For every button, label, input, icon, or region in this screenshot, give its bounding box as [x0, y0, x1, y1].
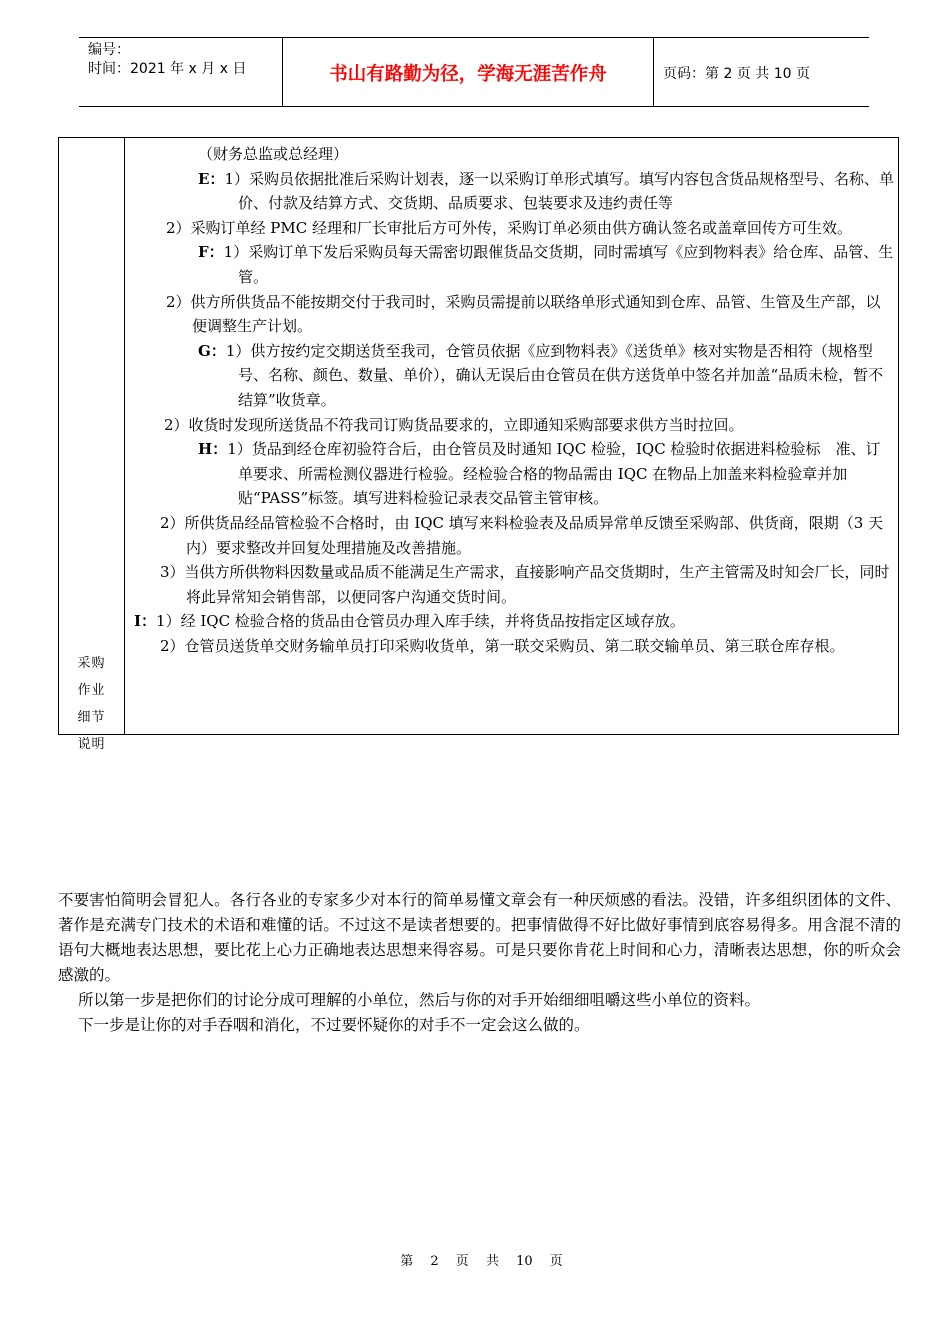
header-divider — [653, 38, 654, 106]
footer-text: 页 — [549, 1254, 563, 1269]
row-label-line: 采购 — [77, 656, 106, 671]
footer-current-page: 2 — [430, 1254, 439, 1269]
footer-total-pages: 10 — [516, 1254, 533, 1269]
article-paragraph: 下一步是让你的对手吞咽和消化，不过要怀疑你的对手不一定会这么做的。 — [78, 1016, 590, 1034]
row-label-line: 说明 — [77, 737, 106, 752]
footer-text: 共 — [485, 1254, 499, 1269]
table-column-divider — [124, 138, 125, 734]
row-label-line: 细节 — [77, 710, 106, 725]
row-label — [59, 650, 124, 758]
procedure-item-i1: I：1）经 IQC 检验合格的货品由仓管员办理入库手续，并将货品按指定区域存放。 — [134, 612, 685, 631]
procedure-item-e1: E：1）采购员依据批准后采购计划表，逐一以采购订单形式填写。填写内容包含货品规格型号、名称、单价、付款及结算方式、交货期、品质要求、包装要求及违约责任等 — [198, 169, 894, 213]
procedure-item-f2: 2）供方所供货品不能按期交付于我司时，采购员需提前以联络单形式通知到仓库、品管、生管及生产部，以便调整生产计划。 — [166, 292, 881, 336]
row-label-line: 作业 — [77, 683, 106, 698]
header-info — [88, 41, 246, 79]
header-page-number: 页码：第 2 页 共 10 页 — [663, 66, 810, 82]
section-lead-letter: G： — [198, 341, 226, 360]
footer-text: 第 — [400, 1254, 414, 1269]
article-paragraph: 所以第一步是把你们的讨论分成可理解的小单位，然后与你的对手开始细细咀嚼这些小单位的资料。 — [78, 991, 761, 1009]
document-number-label: 编号： — [88, 42, 130, 58]
section-lead-letter: E： — [198, 169, 225, 188]
section-lead-letter: H： — [198, 440, 228, 459]
document-date-label: 时间：2021 年 x 月 x 日 — [88, 61, 247, 77]
article-body — [58, 888, 901, 1038]
procedure-item-f1: F：1）采购订单下发后采购员每天需密切跟催货品交货期，同时需填写《应到物料表》给仓库、品管、生管。 — [198, 243, 894, 286]
page-header — [79, 37, 869, 107]
procedure-item-h2: 2）所供货品经品管检验不合格时，由 IQC 填写来料检验表及品质异常单反馈至采购部、供货商，限期（3 天内）要求整改并回复处理措施及改善措施。 — [160, 513, 884, 557]
procedure-item-e2: 2）采购订单经 PMC 经理和厂长审批后方可外传，采购订单必须由供方确认签名或盖章回传方可生效。 — [166, 218, 853, 237]
procedure-item-g2: 2）收货时发现所送货品不符我司订购货品要求的，立即通知采购部要求供方当时拉回。 — [164, 415, 744, 434]
procedure-item-h3: 3）当供方所供物料因数量或品质不能满足生产需求，直接影响产品交货期时，生产主管需及时知会厂长，同时将此异常知会销售部，以便同客户沟通交货时间。 — [160, 563, 890, 606]
procedure-table — [58, 137, 899, 752]
header-motto: 书山有路勤为径，学海无涯苦作舟 — [329, 64, 607, 85]
article-paragraph: 不要害怕简明会冒犯人。各行各业的专家多少对本行的简单易懂文章会有一种厌烦感的看法。没错，许多组织团体的文件、著作是充满专门技术的术语和难懂的话。不过这不是读者想要的。把事情做得不好比做好事情到底容易得多。用含混不清的语句大概地表达思想，要比花上心力正确地表达思想来得容易。可是只要你肯花上时间和心力，清晰表达思想，你的听众会感激的。 — [58, 891, 901, 984]
section-lead-letter: I： — [134, 612, 157, 631]
procedure-content — [134, 142, 894, 658]
procedure-item-g1: G：1）供方按约定交期送货至我司，仓管员依据《应到物料表》《送货单》核对实物是否相符（规格型号、名称、颜色、数量、单价），确认无误后由仓管员在供方送货单中签名并加盖“品质未检，暂不结算”收货章。 — [198, 341, 884, 409]
procedure-item-i2: 2）仓管员送货单交财务输单员打印采购收货单，第一联交采购员、第二联交输单员、第三联仓库存根。 — [160, 636, 845, 655]
procedure-item-h1: H：1）货品到经仓库初验符合后，由仓管员及时通知 IQC 检验，IQC 检验时依据进料检验标 准、订单要求、所需检测仪器进行检验。经检验合格的物品需由 IQC 在物品上加盖来料检验章并加贴“PASS”标签。填写进料检验记录表交品管主管审核。 — [198, 440, 881, 508]
procedure-line: （财务总监或总经理） — [198, 145, 349, 163]
page-footer — [0, 1250, 950, 1269]
footer-text: 页 — [455, 1254, 469, 1269]
section-lead-letter: F： — [198, 243, 224, 262]
